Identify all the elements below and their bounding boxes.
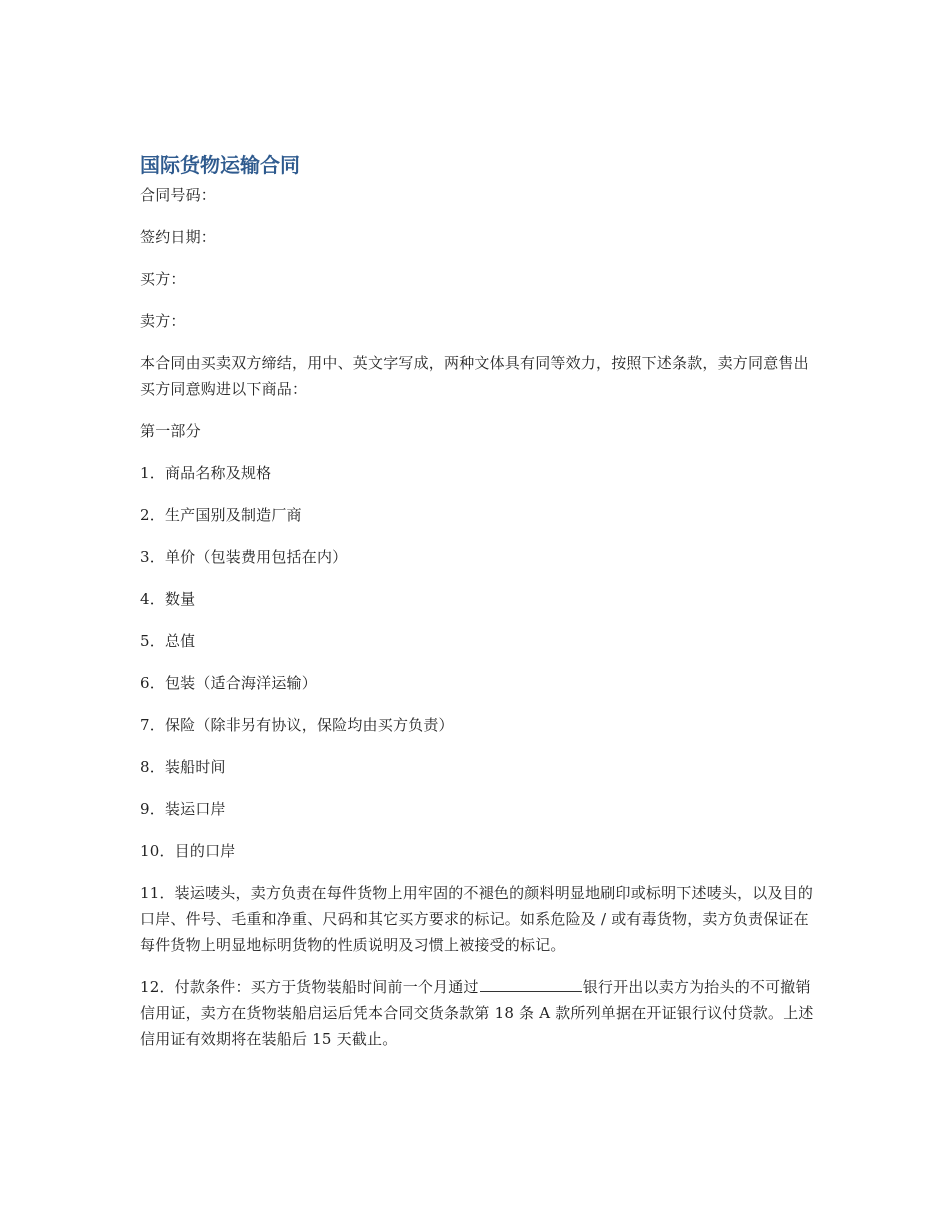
clause-item-payment [140, 974, 815, 1052]
contract-number-field: 合同号码： [140, 186, 217, 204]
clause-item: 6．包装（适合海洋运输） [140, 674, 317, 692]
document-title: 国际货物运输合同 [140, 153, 300, 177]
clause-item: 1．商品名称及规格 [140, 464, 272, 482]
payment-text-before: 12．付款条件：买方于货物装船时间前一个月通过 [140, 978, 479, 996]
intro-paragraph: 本合同由买卖双方缔结，用中、英文字写成，两种文体具有同等效力，按照下述条款，卖方同意售出买方同意购进以下商品： [140, 354, 809, 398]
clause-item: 7．保险（除非另有协议，保险均由买方负责） [140, 716, 454, 734]
clause-item: 4．数量 [140, 590, 196, 608]
clause-item: 9．装运口岸 [140, 800, 226, 818]
clause-item: 3．单价（包装费用包括在内） [140, 548, 348, 566]
clause-item: 10．目的口岸 [140, 842, 236, 860]
signing-date-field: 签约日期： [140, 228, 217, 246]
section-label: 第一部分 [140, 422, 201, 440]
bank-name-blank [480, 975, 582, 992]
clause-item: 5．总值 [140, 632, 196, 650]
clause-item-marks: 11．装运唛头，卖方负责在每件货物上用牢固的不褪色的颜料明显地刷印或标明下述唛头，以及目的口岸、件号、毛重和净重、尺码和其它买方要求的标记。如系危险及 / 或有毒货物，卖方负责保证在每件货物上明显地标明货物的性质说明及习惯上被接受的标记。 [140, 884, 814, 954]
clause-item: 8．装船时间 [140, 758, 226, 776]
contract-document [140, 150, 815, 1068]
clause-item: 2．生产国别及制造厂商 [140, 506, 302, 524]
payment-text-after: 银行开出以卖方为抬头的不可撤销信用证，卖方在货物装船启运后凭本合同交货条款第 18 条 A 款所列单据在开证银行议付贷款。上述信用证有效期将在装船后 15 天截止。 [140, 978, 814, 1048]
buyer-field: 买方： [140, 270, 186, 288]
seller-field: 卖方： [140, 312, 186, 330]
